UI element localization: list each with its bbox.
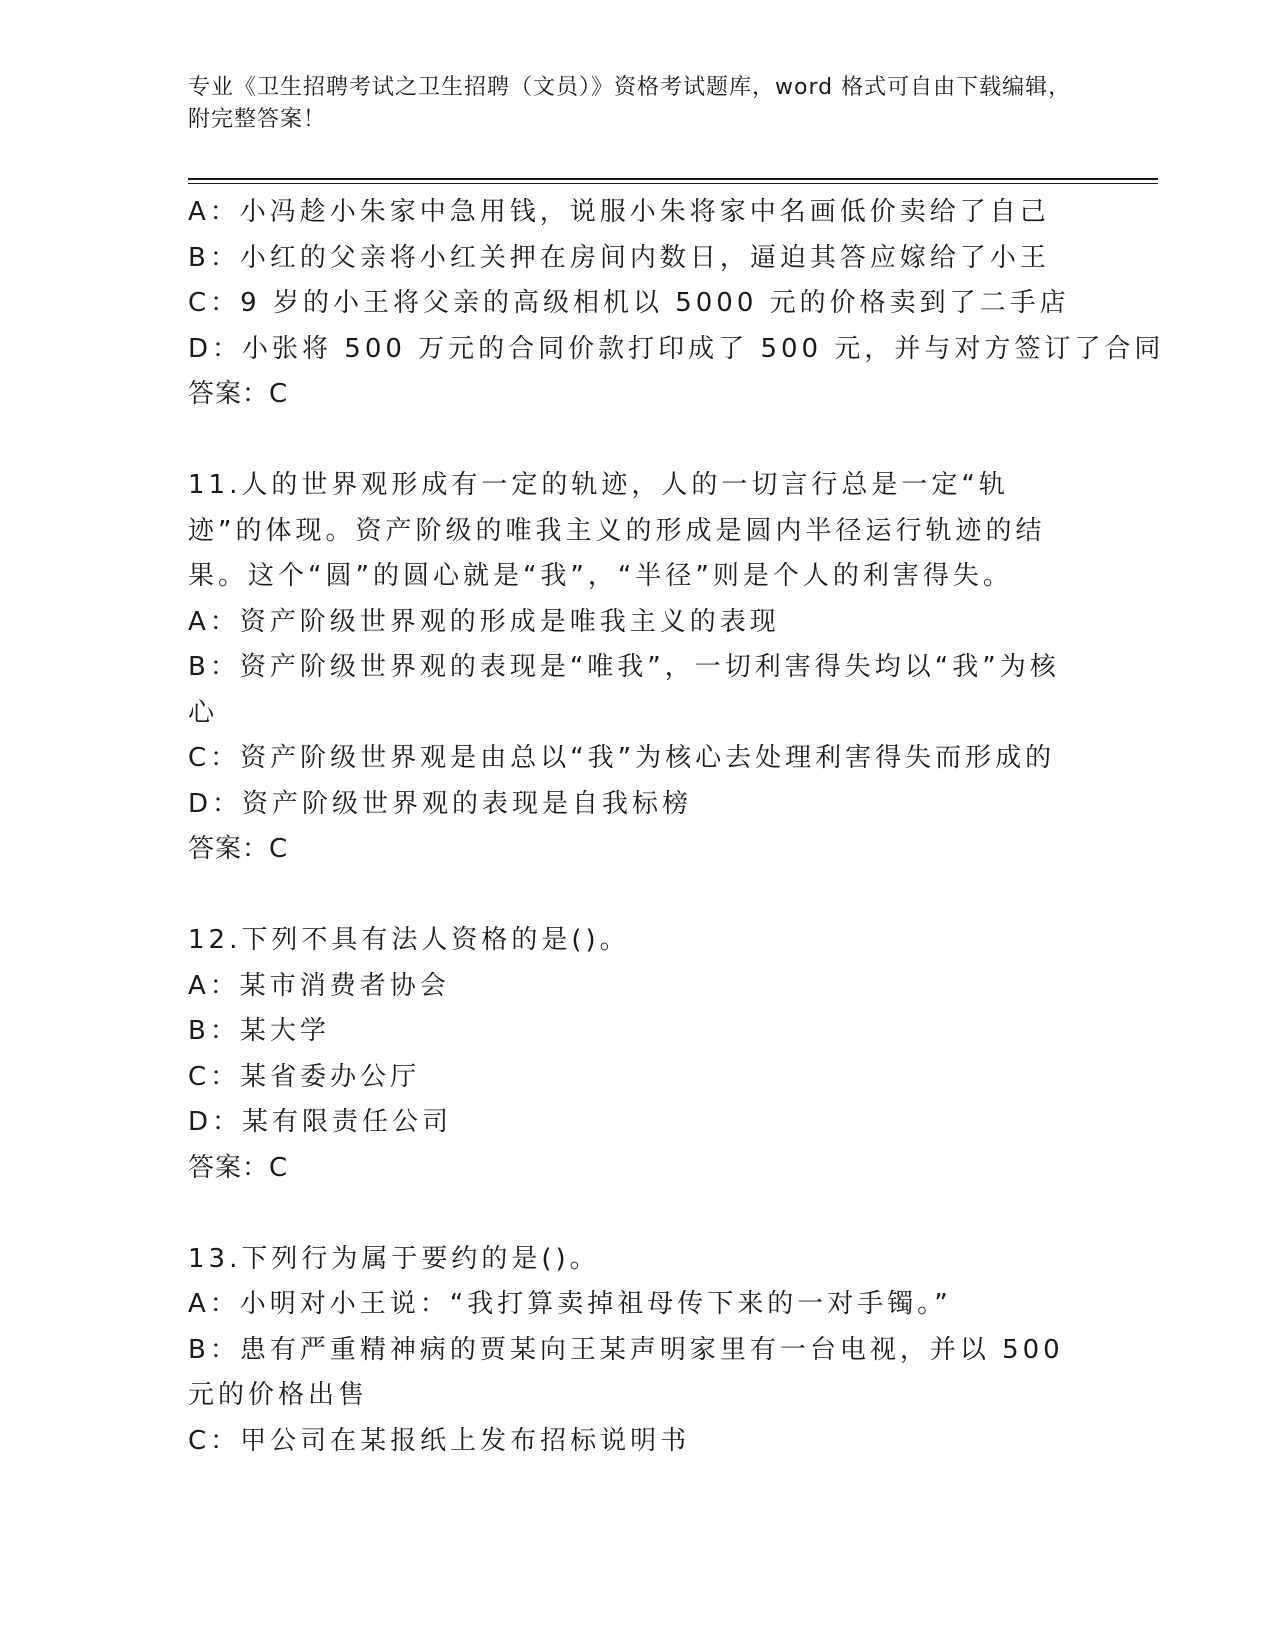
question-10 <box>188 190 1165 418</box>
spacer <box>188 873 1078 919</box>
spacer <box>188 418 1078 464</box>
question-13 <box>188 1237 1078 1465</box>
option-b: B：小红的父亲将小红关押在房间内数日，逼迫其答应嫁给了小王 <box>188 242 1050 273</box>
option-a: A：某市消费者协会 <box>188 970 450 1001</box>
option-b: B：某大学 <box>188 1016 330 1046</box>
option-b: B：患有严重精神病的贾某向王某声明家里有一台电视，并以 500 元的价格出售 <box>188 1334 1064 1410</box>
option-d: D：资产阶级世界观的表现是自我标榜 <box>188 788 693 819</box>
answer: 答案：C <box>188 379 289 409</box>
option-b: B：资产阶级世界观的表现是“唯我”，一切利害得失均以“我”为核心 <box>188 652 1060 728</box>
question-12 <box>188 918 1078 1191</box>
answer: 答案：C <box>188 1152 289 1183</box>
answer: 答案：C <box>188 834 289 864</box>
option-d: D：某有限责任公司 <box>188 1107 453 1137</box>
question-stem: 12.下列不具有法人资格的是()。 <box>188 925 630 955</box>
header-divider-thin <box>188 183 1158 184</box>
option-d: D：小张将 500 万元的合同价款打印成了 500 元，并与对方签订了合同 <box>188 333 1165 364</box>
question-11 <box>188 463 1078 873</box>
option-a: A：资产阶级世界观的形成是唯我主义的表现 <box>188 606 780 637</box>
question-list <box>188 190 1165 1464</box>
option-c: C：某省委办公厅 <box>188 1061 421 1092</box>
header-divider-thick <box>188 178 1158 180</box>
option-c: C：甲公司在某报纸上发布招标说明书 <box>188 1425 691 1456</box>
option-c: C：9 岁的小王将父亲的高级相机以 5000 元的价格卖到了二手店 <box>188 288 1070 318</box>
spacer <box>188 1191 1078 1237</box>
option-a: A：小冯趁小朱家中急用钱，说服小朱将家中名画低价卖给了自己 <box>188 197 1050 227</box>
question-stem: 11.人的世界观形成有一定的轨迹，人的一切言行总是一定“轨迹”的体现。资产阶级的唯我主义的形成是圆内半径运行轨迹的结果。这个“圆”的圆心就是“我”，“半径”则是个人的利害得失。 <box>188 470 1046 591</box>
option-a: A：小明对小王说：“我打算卖掉祖母传下来的一对手镯。” <box>188 1289 952 1319</box>
option-c: C：资产阶级世界观是由总以“我”为核心去处理利害得失而形成的 <box>188 743 1056 773</box>
question-stem: 13.下列行为属于要约的是()。 <box>188 1243 600 1274</box>
document-header: 专业《卫生招聘考试之卫生招聘（文员）》资格考试题库，word 格式可自由下载编辑，附完整答案！ <box>188 75 1072 132</box>
